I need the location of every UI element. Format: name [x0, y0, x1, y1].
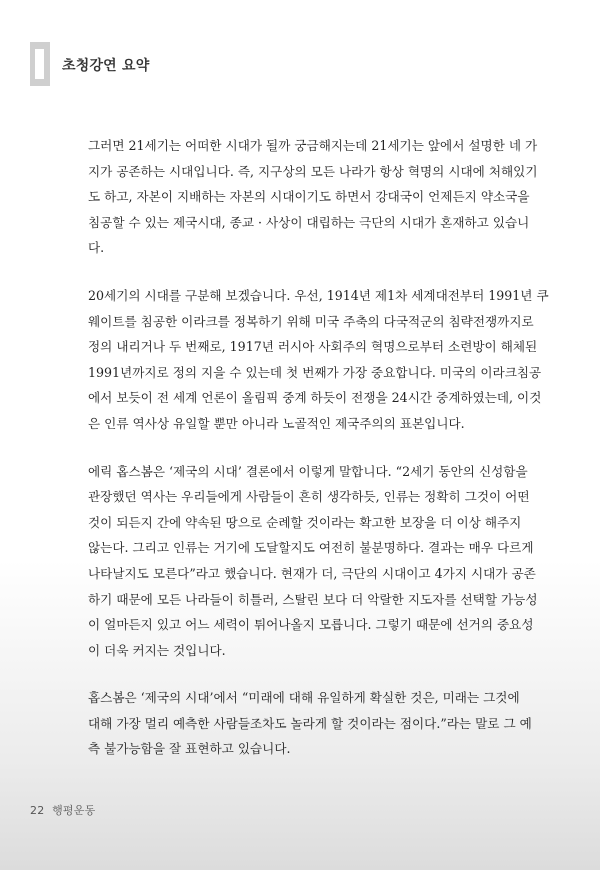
paragraph-4 — [88, 685, 532, 762]
text-line: 웨이트를 침공한 이라크를 정복하기 위해 미국 주축의 다국적군의 침략전쟁까지로 — [88, 313, 534, 329]
text-line: 에서 보듯이 전 세계 언론이 올림픽 중계 하듯이 전쟁을 24시간 중계하였는데, 이것 — [88, 390, 542, 406]
section-title: 초청강연 요약 — [62, 58, 150, 74]
text-line: 지가 공존하는 시대입니다. 즉, 지구상의 모든 나라가 항상 혁명의 시대에 처해있기 — [88, 163, 538, 179]
text-line: 20세기의 시대를 구분해 보겠습니다. 우선, 1914년 제1차 세계대전부터 1991년 쿠 — [88, 287, 549, 303]
publication-name: 행평운동 — [52, 804, 96, 817]
page-footer — [30, 802, 95, 818]
text-line: 하기 때문에 모든 나라들이 히틀러, 스탈린 보다 더 악랄한 지도자를 선택할 가능성 — [88, 591, 538, 607]
text-line: 그러면 21세기는 어떠한 시대가 될까 궁금해지는데 21세기는 앞에서 설명한 네 가 — [88, 138, 538, 153]
text-line: 홉스봄은 ‘제국의 시대’에서 “미래에 대해 유일하게 확실한 것은, 미래는 그것에 — [88, 690, 520, 706]
text-line: 침공할 수 있는 제국시대, 종교 · 사상이 대립하는 극단의 시대가 혼재하고 있습니 — [88, 214, 530, 230]
paragraph-3 — [88, 459, 538, 664]
text-line: 다. — [88, 240, 105, 256]
text-line: 도 하고, 자본이 지배하는 자본의 시대이기도 하면서 강대국이 언제든지 약소국을 — [88, 189, 530, 205]
text-line: 정의 내리거나 두 번째로, 1917년 러시아 사회주의 혁명으로부터 소련방이 해체된 — [88, 339, 538, 355]
text-line: 않는다. 그리고 인류는 거기에 도달할지도 여전히 불분명하다. 결과는 매우 다르게 — [88, 540, 534, 556]
text-line: 이 더욱 커지는 것입니다. — [88, 642, 226, 658]
text-line: 나타날지도 모른다”라고 했습니다. 현재가 더, 극단의 시대이고 4가지 시대가 공존 — [88, 565, 536, 581]
text-line: 관장했던 역사는 우리들에게 사람들이 흔히 생각하듯, 인류는 정확히 그것이 어떤 — [88, 489, 530, 505]
header-tab-marker — [30, 42, 50, 86]
text-line: 대해 가장 멀리 예측한 사람들조차도 놀라게 할 것이라는 점이다.”라는 말로 그 예 — [88, 715, 532, 731]
text-line: 측 불가능함을 잘 표현하고 있습니다. — [88, 741, 291, 757]
text-line: 것이 되든지 간에 약속된 땅으로 순례할 것이라는 확고한 보장을 더 이상 해주지 — [88, 514, 522, 530]
text-line: 에릭 홉스봄은 ‘제국의 시대’ 결론에서 이렇게 말합니다. “2세기 동안의 신성함을 — [88, 463, 528, 479]
text-line: 은 인류 역사상 유일할 뿐만 아니라 노골적인 제국주의의 표본입니다. — [88, 415, 465, 431]
paragraph-2 — [88, 283, 549, 437]
page-number: 22 — [30, 804, 45, 817]
text-line: 1991년까지로 정의 지을 수 있는데 첫 번째가 가장 중요합니다. 미국의 이라크침공 — [88, 364, 542, 380]
paragraph-1 — [88, 133, 538, 261]
article-body — [88, 133, 549, 784]
text-line: 이 얼마든지 있고 어느 세력이 튀어나올지 모릅니다. 그렇기 때문에 선거의 중요성 — [88, 617, 534, 633]
